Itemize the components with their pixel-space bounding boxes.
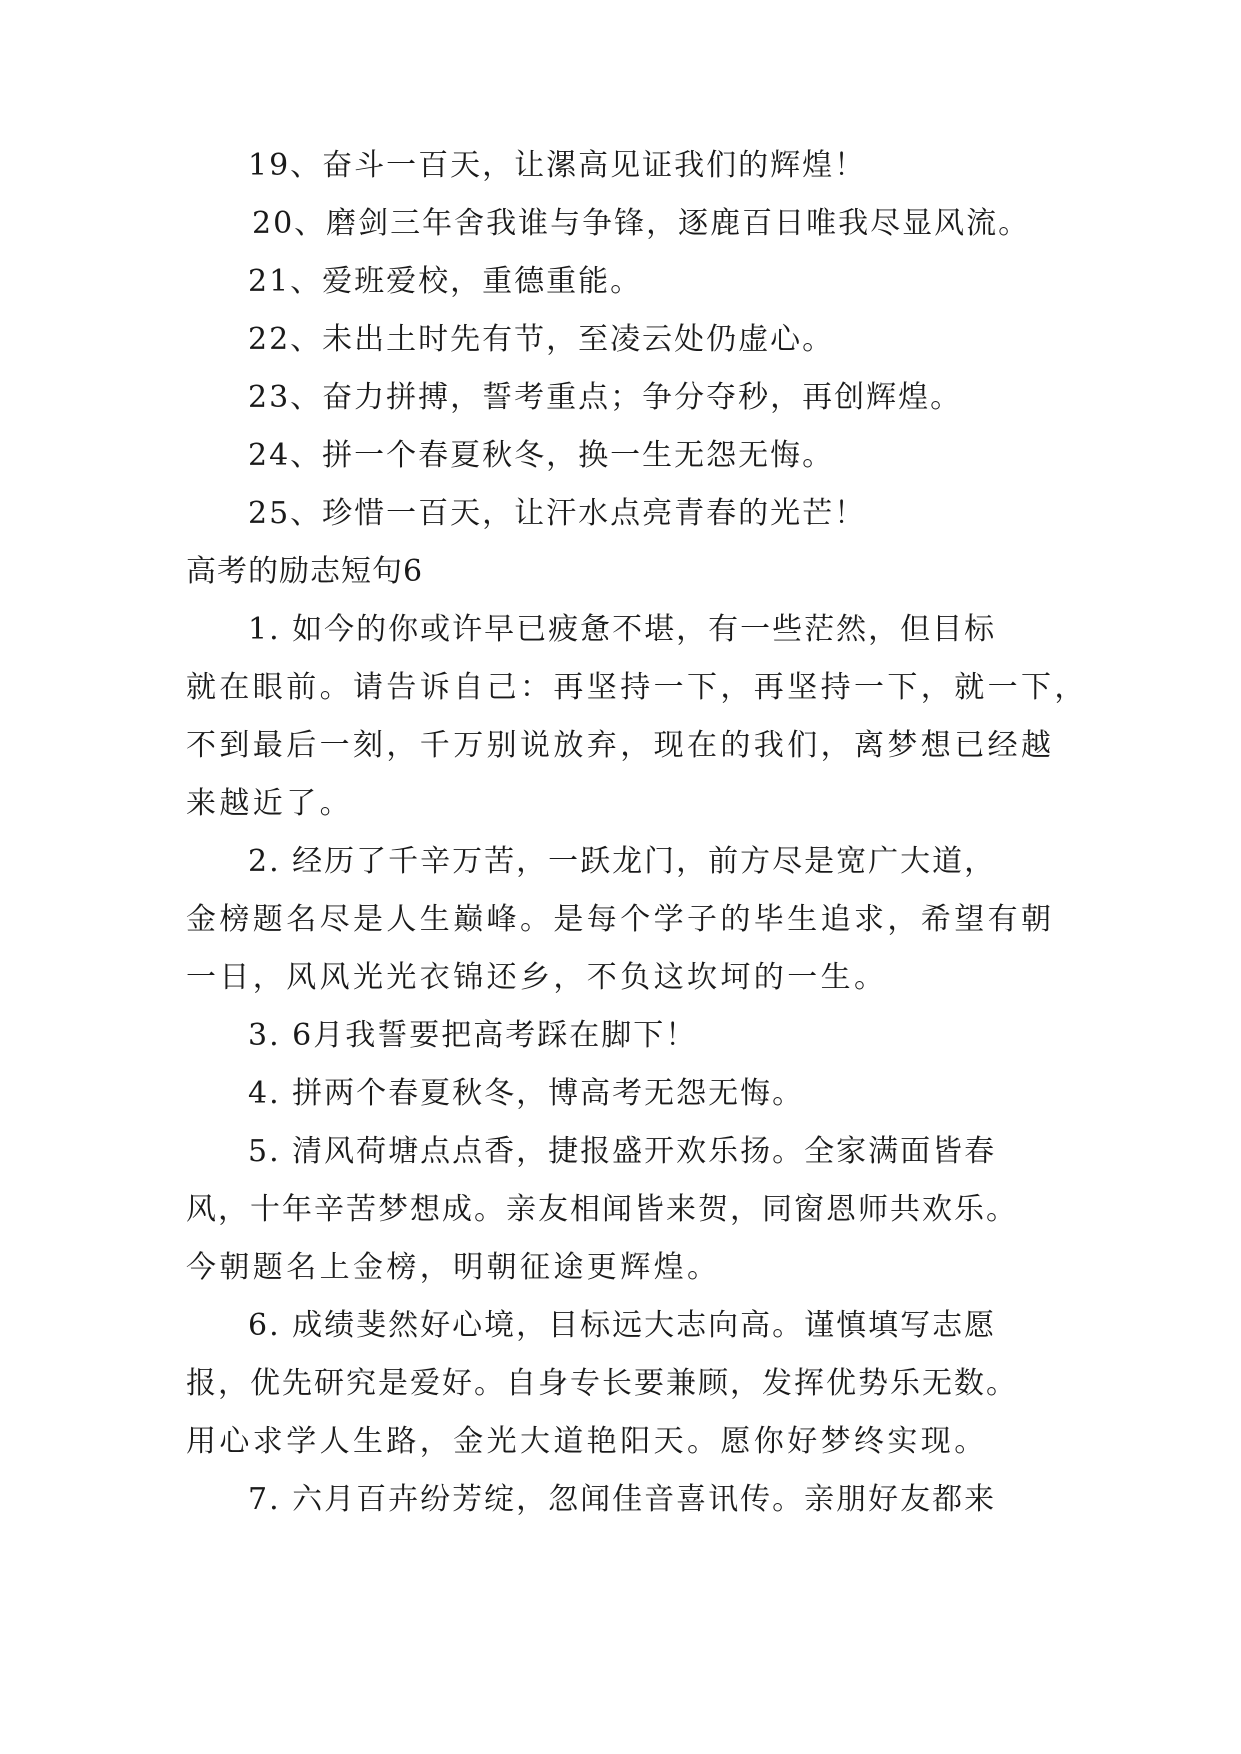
paragraph-2-line-1: 2. 经历了千辛万苦，一跃龙门，前方尽是宽广大道， (248, 844, 997, 879)
list-item-21: 21、爱班爱校，重德重能。 (248, 264, 643, 299)
list-item-20: 20、磨剑三年舍我谁与争锋，逐鹿百日唯我尽显风流。 (252, 206, 1031, 241)
paragraph-6-line-2: 报，优先研究是爱好。自身专长要兼顾，发挥优势乐无数。 (186, 1366, 1018, 1401)
list-item-23: 23、奋力拼搏，誓考重点；争分夺秒，再创辉煌。 (248, 380, 963, 415)
paragraph-6-line-1: 6. 成绩斐然好心境，目标远大志向高。谨慎填写志愿 (248, 1308, 997, 1343)
section-heading: 高考的励志短句6 (186, 554, 424, 589)
paragraph-2-line-3: 一日，风风光光衣锦还乡，不负这坎坷的一生。 (186, 960, 888, 995)
paragraph-2-line-2: 金榜题名尽是人生巅峰。是每个学子的毕生追求，希望有朝 (186, 902, 1055, 937)
paragraph-1-line-2: 就在眼前。请告诉自己：再坚持一下，再坚持一下，就一下， (186, 670, 1088, 705)
paragraph-5-line-2: 风，十年辛苦梦想成。亲友相闻皆来贺，同窗恩师共欢乐。 (186, 1192, 1018, 1227)
list-item-19: 19、奋斗一百天，让漯高见证我们的辉煌！ (248, 148, 867, 183)
paragraph-7-line-1: 7. 六月百卉纷芳绽，忽闻佳音喜讯传。亲朋好友都来 (248, 1482, 997, 1517)
paragraph-1-line-3: 不到最后一刻，千万别说放弃，现在的我们，离梦想已经越 (186, 728, 1055, 763)
paragraph-5-line-1: 5. 清风荷塘点点香，捷报盛开欢乐扬。全家满面皆春 (248, 1134, 997, 1169)
paragraph-1-line-1: 1. 如今的你或许早已疲惫不堪，有一些茫然，但目标 (248, 612, 997, 647)
paragraph-5-line-3: 今朝题名上金榜，明朝征途更辉煌。 (186, 1250, 721, 1285)
paragraph-3-line-1: 3. 6月我誓要把高考踩在脚下！ (248, 1018, 698, 1053)
list-item-25: 25、珍惜一百天，让汗水点亮青春的光芒！ (248, 496, 867, 531)
list-item-24: 24、拼一个春夏秋冬，换一生无怨无悔。 (248, 438, 835, 473)
paragraph-1-line-4: 来越近了。 (186, 786, 353, 821)
paragraph-6-line-3: 用心求学人生路，金光大道艳阳天。愿你好梦终实现。 (186, 1424, 988, 1459)
paragraph-4-line-1: 4. 拼两个春夏秋冬，博高考无怨无悔。 (248, 1076, 805, 1111)
list-item-22: 22、未出土时先有节，至凌云处仍虚心。 (248, 322, 835, 357)
